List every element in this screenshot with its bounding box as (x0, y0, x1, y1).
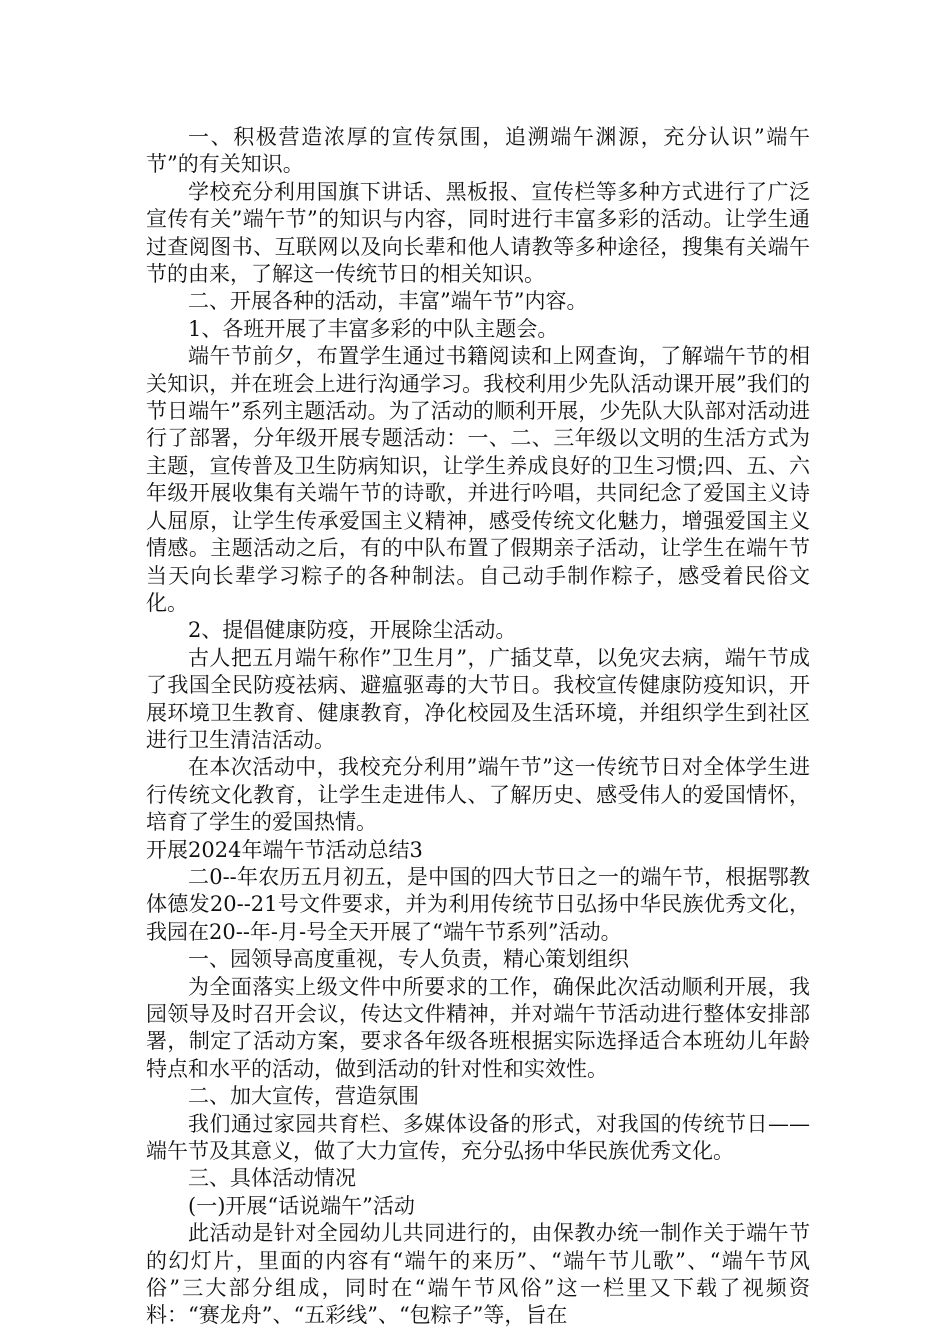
paragraph: 一、园领导高度重视，专人负责，精心策划组织 (188, 947, 629, 972)
section-heading: 开展2024年端午节活动总结3 (146, 837, 423, 862)
paragraph: 二、加大宣传，营造氛围 (188, 1084, 419, 1109)
paragraph: 学校充分利用国旗下讲话、黑板报、宣传栏等多种方式进行了广泛宣传有关”端午节”的知识与内容，同时进行丰富多彩的活动。让学生通过查阅图书、互联网以及向长辈和他人请教等多种途径，搜集有关端午节的由来，了解这一传统节日的相关知识。 (146, 179, 810, 287)
paragraph: 二0--年农历五月初五，是中国的四大节日之一的端午节，根据鄂教体德发20--21号文件要求，并为利用传统节日弘扬中华民族优秀文化，我园在20--年-月-号全天开展了“端午节系列”活动。 (146, 864, 810, 944)
document-page (146, 124, 810, 1330)
paragraph: 二、开展各种的活动，丰富”端午节”内容。 (188, 289, 588, 314)
paragraph: 在本次活动中，我校充分利用”端午节”这一传统节日对全体学生进行传统文化教育，让学生走进伟人、了解历史、感受伟人的爱国情怀，培育了学生的爱国热情。 (146, 755, 810, 835)
paragraph: 2、提倡健康防疫，开展除尘活动。 (188, 618, 517, 643)
paragraph: 此活动是针对全园幼儿共同进行的，由保教办统一制作关于端午节的幻灯片，里面的内容有“端午的来历”、“端午节儿歌”、“端午节风俗”三大部分组成，同时在“端午节风俗”这一栏里又下载了视频资料：“赛龙舟”、“五彩线”、“包粽子”等，旨在 (146, 1221, 810, 1328)
paragraph: (一)开展“话说端午”活动 (188, 1193, 415, 1218)
paragraph: 三、具体活动情况 (188, 1166, 356, 1191)
paragraph: 古人把五月端午称作”卫生月”，广插艾草，以免灾去病，端午节成了我国全民防疫祛病、避瘟驱毒的大节日。我校宣传健康防疫知识，开展环境卫生教育、健康教育，净化校园及生活环境，并组织学生到社区进行卫生清洁活动。 (146, 645, 810, 752)
paragraph: 我们通过家园共育栏、多媒体设备的形式，对我国的传统节日——端午节及其意义，做了大力宣传，充分弘扬中华民族优秀文化。 (146, 1111, 810, 1164)
paragraph: 端午节前夕，布置学生通过书籍阅读和上网查询，了解端午节的相关知识，并在班会上进行沟通学习。我校利用少先队活动课开展”我们的节日端午”系列主题活动。为了活动的顺利开展，少先队大队部对活动进行了部署，分年级开展专题活动：一、二、三年级以文明的生活方式为主题，宣传普及卫生防病知识，让学生养成良好的卫生习惯;四、五、六年级开展收集有关端午节的诗歌，并进行吟唱，共同纪念了爱国主义诗人屈原，让学生传承爱国主义精神，感受传统文化魅力，增强爱国主义情感。主题活动之后，有的中队布置了假期亲子活动，让学生在端午节当天向长辈学习粽子的各种制法。自己动手制作粽子，感受着民俗文化。 (146, 344, 810, 615)
paragraph: 为全面落实上级文件中所要求的工作，确保此次活动顺利开展，我园领导及时召开会议，传达文件精神，并对端午节活动进行整体安排部署，制定了活动方案，要求各年级各班根据实际选择适合本班幼儿年龄特点和水平的活动，做到活动的针对性和实效性。 (146, 974, 810, 1081)
paragraph: 一、积极营造浓厚的宣传氛围，追溯端午渊源，充分认识”端午节”的有关知识。 (146, 125, 810, 177)
paragraph: 1、各班开展了丰富多彩的中队主题会。 (188, 316, 559, 341)
